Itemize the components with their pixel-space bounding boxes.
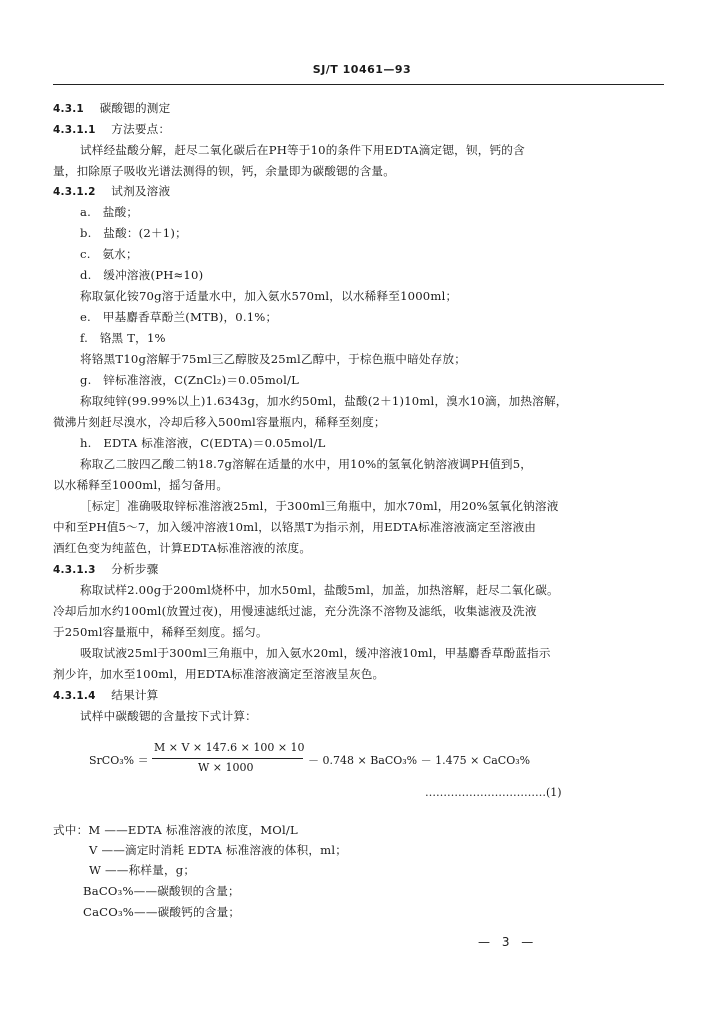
legend-ba: BaCO₃%——碳酸钡的含量； (83, 884, 240, 898)
header-rule (53, 84, 664, 85)
reagent-b: b. 盐酸：(2＋1)； (80, 226, 187, 240)
procedure-line-4: 吸取试液25ml于300ml三角瓶中，加入氨水20ml，缓冲溶液10ml，甲基麝香草酚蓝指示 (80, 646, 551, 660)
section-title: 分析步骤 (111, 562, 159, 576)
reagent-g-detail-1: 称取纯锌(99.99%以上)1.6343g，加水约50ml，盐酸(2＋1)10ml，溴水10滴，加热溶解， (80, 394, 568, 408)
principle-line-2: 量，扣除原子吸收光谱法测得的钡，钙，余量即为碳酸锶的含量。 (53, 164, 396, 178)
legend-ca: CaCO₃%——碳酸钙的含量； (83, 905, 241, 919)
reagent-e: e. 甲基麝香草酚兰(MTB)，0.1%； (80, 310, 278, 324)
section-title: 碳酸锶的测定 (99, 101, 171, 115)
section-title: 方法要点： (111, 122, 171, 136)
fraction-bar (152, 758, 303, 759)
reagent-g: g. 锌标准溶液，C(ZnCl₂)＝0.05mol/L (80, 373, 300, 387)
section-number: 4.3.1 (53, 103, 84, 115)
section-4-3-1-3-heading (53, 562, 158, 577)
procedure-line-2: 冷却后加水约100ml(放置过夜)，用慢速滤纸过滤，充分洗涤不溶物及滤纸，收集滤液及洗液 (53, 604, 537, 618)
calibration-line-1: ［标定］准确吸取锌标准溶液25ml，于300ml三角瓶中，加水70ml，用20%氢氧化钠溶液 (80, 499, 559, 513)
principle-line-1: 试样经盐酸分解，赶尽二氧化碳后在PH等于10的条件下用EDTA滴定锶，钡，钙的含 (80, 143, 525, 157)
section-4-3-1-2-heading (53, 184, 170, 199)
section-4-3-1-1-heading (53, 122, 170, 137)
procedure-line-5: 剂少许，加水至100ml，用EDTA标准溶液滴定至溶液呈灰色。 (53, 667, 385, 681)
reagent-h-detail-2: 以水稀释至1000ml，摇匀备用。 (53, 478, 229, 492)
formula-rhs: － 0.748 × BaCO₃% － 1.475 × CaCO₃% (308, 754, 531, 767)
calibration-line-2: 中和至PH值5～7，加入缓冲溶液10ml，以铬黑T为指示剂，用EDTA标准溶液滴定至溶液由 (53, 520, 537, 534)
reagent-d-detail: 称取氯化铵70g溶于适量水中，加入氨水570ml，以水稀释至1000ml； (80, 289, 458, 303)
legend-m: 式中：M ——EDTA 标准溶液的浓度，MOl/L (53, 823, 298, 837)
calculation-intro: 试样中碳酸锶的含量按下式计算： (80, 709, 257, 723)
section-title: 试剂及溶液 (111, 184, 171, 198)
procedure-line-1: 称取试样2.00g于200ml烧杯中，加水50ml，盐酸5ml，加盖，加热溶解，赶尽二氧化碳。 (80, 583, 559, 597)
section-number: 4.3.1.1 (53, 124, 96, 136)
document-header: SJ/T 10461—93 (312, 63, 412, 76)
section-4-3-1-heading (53, 101, 170, 116)
formula-numerator: M × V × 147.6 × 100 × 10 (154, 741, 305, 754)
reagent-c: c. 氨水； (80, 247, 138, 261)
page-number: — 3 — (478, 935, 538, 949)
reagent-d: d. 缓冲溶液(PH≈10) (80, 268, 204, 282)
section-title: 结果计算 (111, 688, 159, 702)
reagent-h: h. EDTA 标准溶液，C(EDTA)＝0.05mol/L (80, 436, 326, 450)
reagent-g-detail-2: 微沸片刻赶尽溴水，冷却后移入500ml容量瓶内，稀释至刻度； (53, 415, 386, 429)
legend-w: W ——称样量，g； (89, 863, 196, 877)
section-4-3-1-4-heading (53, 688, 158, 703)
reagent-a: a. 盐酸； (80, 205, 139, 219)
formula-denominator: W × 1000 (198, 761, 254, 774)
calibration-line-3: 酒红色变为纯蓝色，计算EDTA标准溶液的浓度。 (53, 541, 312, 555)
section-number: 4.3.1.4 (53, 690, 96, 702)
reagent-f: f. 铬黑 T，1% (80, 331, 166, 345)
formula-lhs: SrCO₃% ＝ (89, 754, 149, 767)
section-number: 4.3.1.3 (53, 564, 96, 576)
legend-v: V ——滴定时消耗 EDTA 标准溶液的体积，ml； (89, 843, 348, 857)
procedure-line-3: 于250ml容量瓶中，稀释至刻度。摇匀。 (53, 625, 268, 639)
reagent-f-detail: 将铬黑T10g溶解于75ml三乙醇胺及25ml乙醇中，于棕色瓶中暗处存放； (80, 352, 467, 366)
section-number: 4.3.1.2 (53, 186, 96, 198)
reagent-h-detail-1: 称取乙二胺四乙酸二钠18.7g溶解在适量的水中，用10%的氢氧化钠溶液调PH值到5， (80, 457, 533, 471)
equation-number: ……………………………(1) (425, 786, 562, 799)
